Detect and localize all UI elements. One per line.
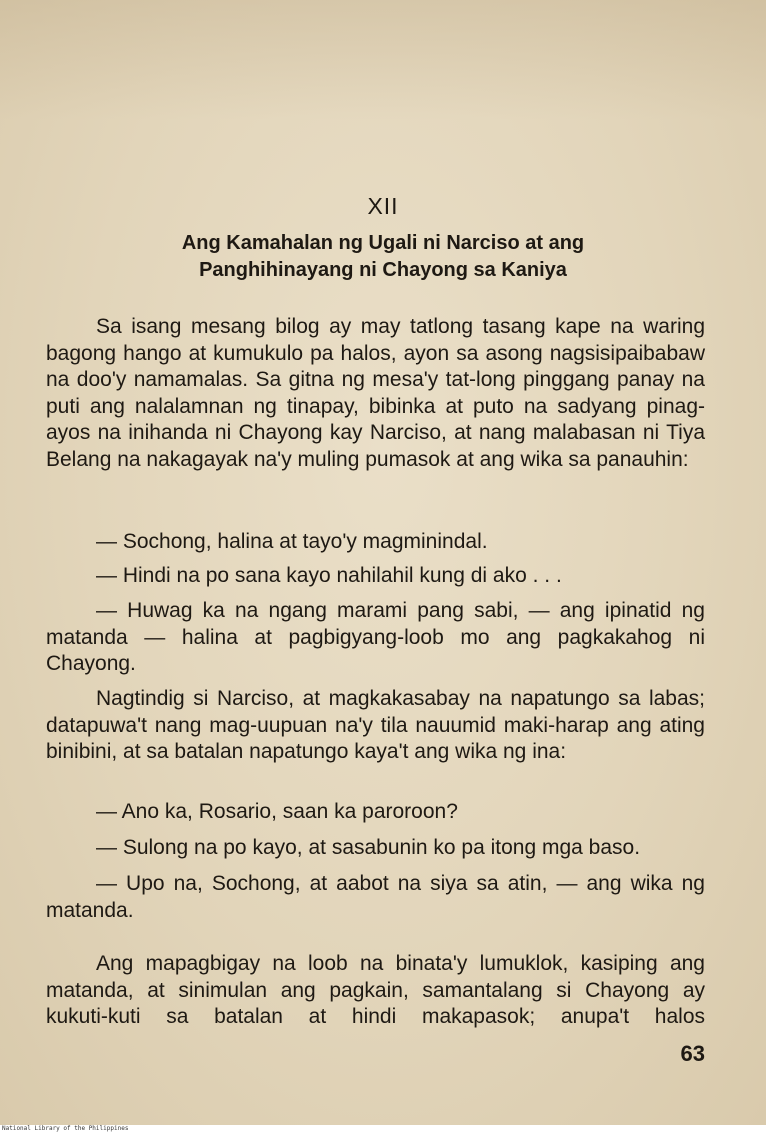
dialogue-2: — Hindi na po sana kayo nahilahil kung di ako . . . bbox=[96, 564, 562, 587]
dialogue-6: — Upo na, Sochong, at aabot na siya sa atin, — ang wika ng matanda. bbox=[46, 872, 705, 922]
paragraph-1: Sa isang mesang bilog ay may tatlong tasang kape na waring bagong hango at kumukulo pa halos, ayon sa asong nagsisipaibabaw na doo'y namamalas. Sa gitna ng mesa'y tat-long pinggang panay na puti ang nalalamnan ng tinapay, bibinka at puto na sadyang pinag-ayos na inihanda ni Chayong kay Narciso, at nang malabasan ni Tiya Belang na nakagayak na'y muling pumasok at ang wika sa panauhin: bbox=[46, 315, 705, 471]
footer-credit: National Library of the Philippines bbox=[0, 1125, 766, 1133]
chapter-title bbox=[0, 230, 766, 284]
dialogue-4: — Ano ka, Rosario, saan ka paroroon? bbox=[96, 800, 458, 823]
page-number: 63 bbox=[680, 1041, 705, 1066]
dialogue-3: — Huwag ka na ngang marami pang sabi, — ang ipinatid ng matanda — halina at pagbigyang-loob mo ang pagkakahog ni Chayong. bbox=[46, 599, 705, 675]
chapter-number: XII bbox=[367, 193, 399, 219]
paragraph-2: Nagtindig si Narciso, at magkakasabay na napatungo sa labas; datapuwa't nang mag-uupuan na'y tila nauumid maki-harap ang ating binibini, at sa batalan napatungo kaya't ang wika ng ina: bbox=[46, 687, 705, 763]
chapter-title-line-2: Panghihinayang ni Chayong sa Kaniya bbox=[199, 259, 567, 281]
chapter-title-line-1: Ang Kamahalan ng Ugali ni Narciso at ang bbox=[181, 232, 585, 254]
dialogue-5: — Sulong na po kayo, at sasabunin ko pa itong mga baso. bbox=[96, 836, 641, 859]
paragraph-3: Ang mapagbigay na loob na binata'y lumuklok, kasiping ang matanda, at sinimulan ang pagkain, samantalang si Chayong ay kukuti-kuti sa batalan at hindi makapasok; anupa't halos bbox=[46, 952, 705, 1028]
dialogue-1: — Sochong, halina at tayo'y magminindal. bbox=[96, 530, 488, 553]
